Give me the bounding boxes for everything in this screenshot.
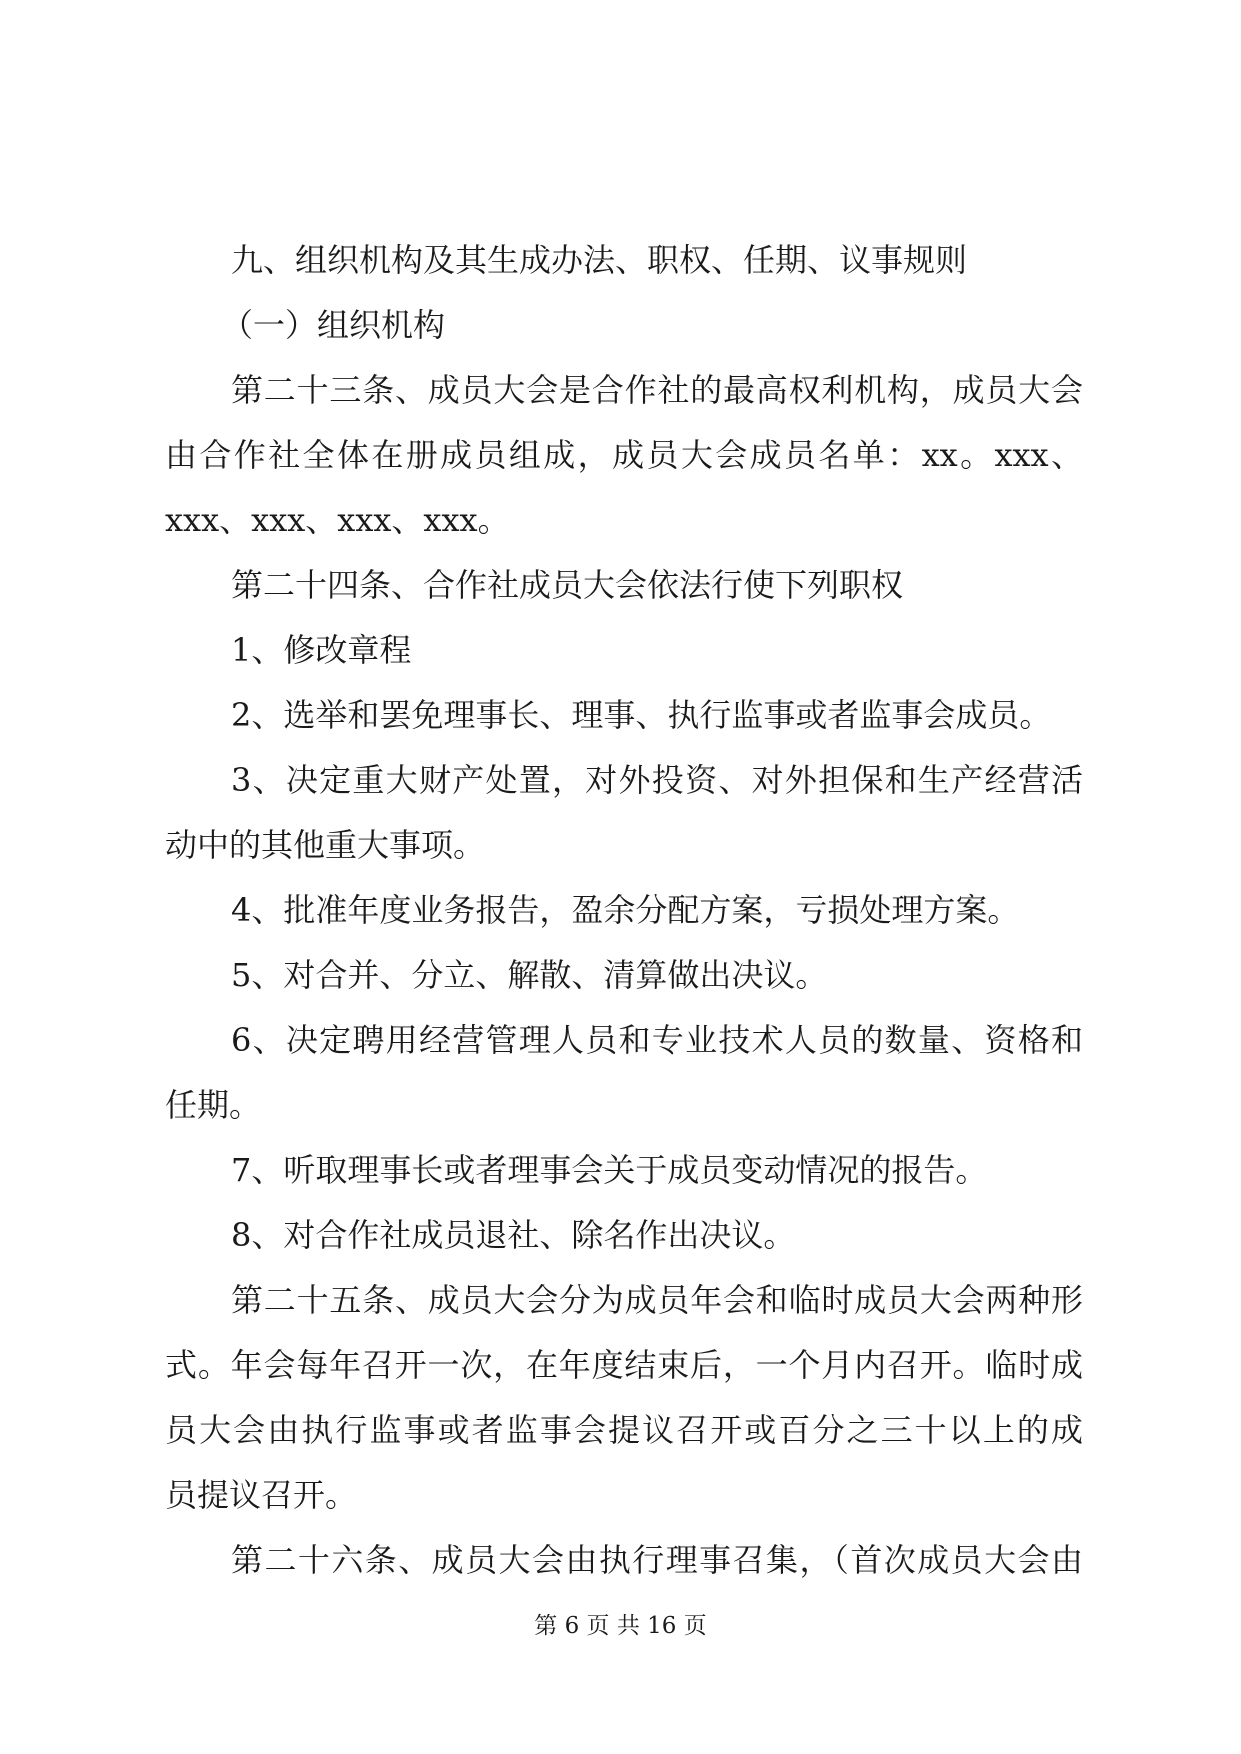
article-25-line-3: 员大会由执行监事或者监事会提议召开或百分之三十以上的成 [165,1411,1083,1449]
list-item-3-line-1: 3、决定重大财产处置，对外投资、对外担保和生产经营活 [231,761,1083,799]
list-item-4: 4、批准年度业务报告，盈余分配方案，亏损处理方案。 [231,891,1020,929]
section-heading: 九、组织机构及其生成办法、职权、任期、议事规则 [231,241,968,279]
article-25-line-4: 员提议召开。 [165,1476,358,1514]
subsection-heading: （一）组织机构 [221,306,446,344]
article-23-line-3: xxx、xxx、xxx、xxx。 [165,501,510,539]
article-25-line-2: 式。年会每年召开一次，在年度结束后，一个月内召开。临时成 [165,1346,1083,1384]
list-item-3-line-2: 动中的其他重大事项。 [165,826,486,864]
article-26-line-1: 第二十六条、成员大会由执行理事召集，（首次成员大会由 [231,1541,1083,1579]
document-body [165,228,1083,1593]
list-item-1: 1、修改章程 [231,631,412,669]
list-item-6-line-2: 任期。 [165,1086,262,1124]
article-24-line-1: 第二十四条、合作社成员大会依法行使下列职权 [231,566,904,604]
list-item-7: 7、听取理事长或者理事会关于成员变动情况的报告。 [231,1151,988,1189]
article-23-line-1: 第二十三条、成员大会是合作社的最高权利机构，成员大会 [231,371,1083,409]
page-number-footer: 第 6 页 共 16 页 [534,1613,707,1639]
article-25-line-1: 第二十五条、成员大会分为成员年会和临时成员大会两种形 [231,1281,1083,1319]
list-item-2: 2、选举和罢免理事长、理事、执行监事或者监事会成员。 [231,696,1052,734]
list-item-5: 5、对合并、分立、解散、清算做出决议。 [231,956,828,994]
article-23-line-2: 由合作社全体在册成员组成，成员大会成员名单：xx。xxx、 [165,436,1083,474]
list-item-8: 8、对合作社成员退社、除名作出决议。 [231,1216,796,1254]
list-item-6-line-1: 6、决定聘用经营管理人员和专业技术人员的数量、资格和 [231,1021,1083,1059]
